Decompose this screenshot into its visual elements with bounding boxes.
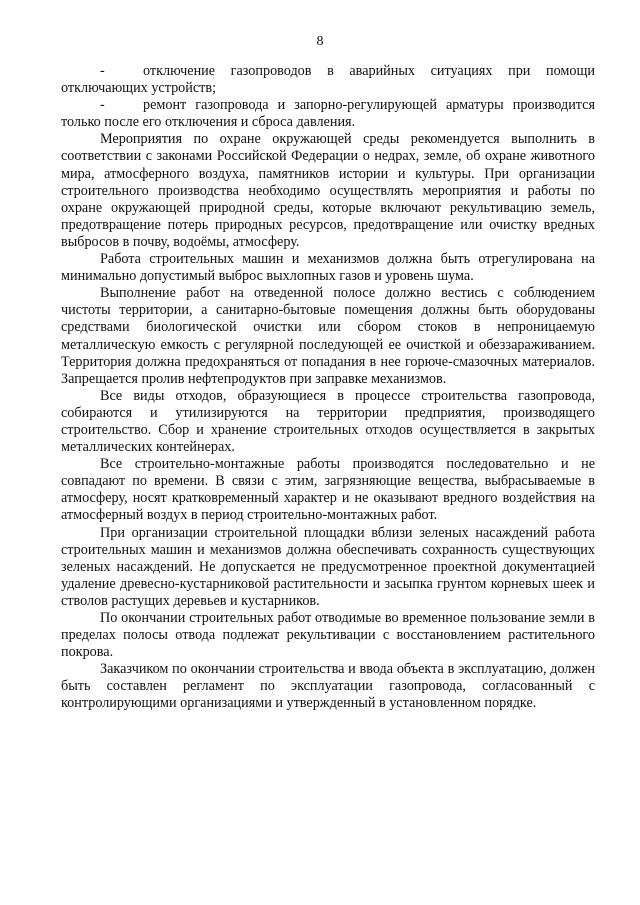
paragraph-machinery-emissions: Работа строительных машин и механизмов должна быть отрегулирована на минимально допустимый выброс выхлопных газов и уровень шума. (61, 251, 595, 285)
bullet-item-disconnect (61, 63, 595, 97)
paragraph-site-cleanliness: Выполнение работ на отведенной полосе должно вестись с соблюдением чистоты территории, а санитарно-бытовые помещения должны быть оборудованы средствами биологической очистки или сбором стоков в непроницаемую металлическую емкость с регулярной последующей ее очисткой и обеззараживанием. Территория должна предохраняться от попадания в нее горюче-смазочных материалов. Запрещается пролив нефтепродуктов при заправке механизмов. (61, 285, 595, 387)
bullet-marker: - (100, 63, 105, 79)
page-number: 8 (316, 34, 324, 49)
paragraph-environment-measures: Мероприятия по охране окружающей среды рекомендуется выполнить в соответствии с законами Российской Федерации о недрах, земле, об охране животного мира, атмосферного воздуха, памятников истории и культуры. При организации строительного производства необходимо осуществлять мероприятия и работы по охране окружающей природной среды, которые включают рекультивацию земель, предотвращение потерь природных ресурсов, предотвращение или очистку вредных выбросов в почву, водоёмы, атмосферу. (61, 131, 595, 250)
document-body (61, 63, 595, 713)
paragraph-land-recultivation: По окончании строительных работ отводимые во временное пользование земли в пределах полосы отвода подлежат рекультивации с восстановлением растительного покрова. (61, 610, 595, 661)
bullet-text: ремонт газопровода и запорно-регулирующей арматуры производится только после его отключения и сброса давления. (61, 97, 595, 131)
paragraph-green-spaces: При организации строительной площадки вблизи зеленых насаждений работа строительных машин и механизмов должна обеспечивать сохранность существующих зеленых насаждений. Не допускается не предусмотренное проектной документацией удаление древесно-кустарниковой растительности и засыпка грунтом корневых шеек и стволов растущих деревьев и кустарников. (61, 524, 595, 609)
paragraph-construction-works: Все строительно-монтажные работы производятся последовательно и не совпадают по времени. В связи с этим, загрязняющие вещества, выбрасываемые в атмосферу, носят кратковременный характер и не оказывают вредного воздействия на атмосферный воздух в период строительно-монтажных работ. (61, 456, 595, 524)
bullet-marker: - (100, 97, 105, 114)
bullet-text: отключение газопроводов в аварийных ситуациях при помощи отключающих устройств; (61, 63, 595, 97)
paragraph-operation-regulations: Заказчиком по окончании строительства и ввода объекта в эксплуатацию, должен быть составлен регламент по эксплуатации газопровода, согласованный с контролирующими организациями и утвержденный в установленном порядке. (61, 661, 595, 712)
bullet-item-repair (61, 97, 595, 131)
paragraph-waste-disposal: Все виды отходов, образующиеся в процессе строительства газопровода, собираются и утилизируются на территории предприятия, производящего строительство. Сбор и хранение строительных отходов осуществляется в закрытых металлических контейнерах. (61, 387, 595, 456)
